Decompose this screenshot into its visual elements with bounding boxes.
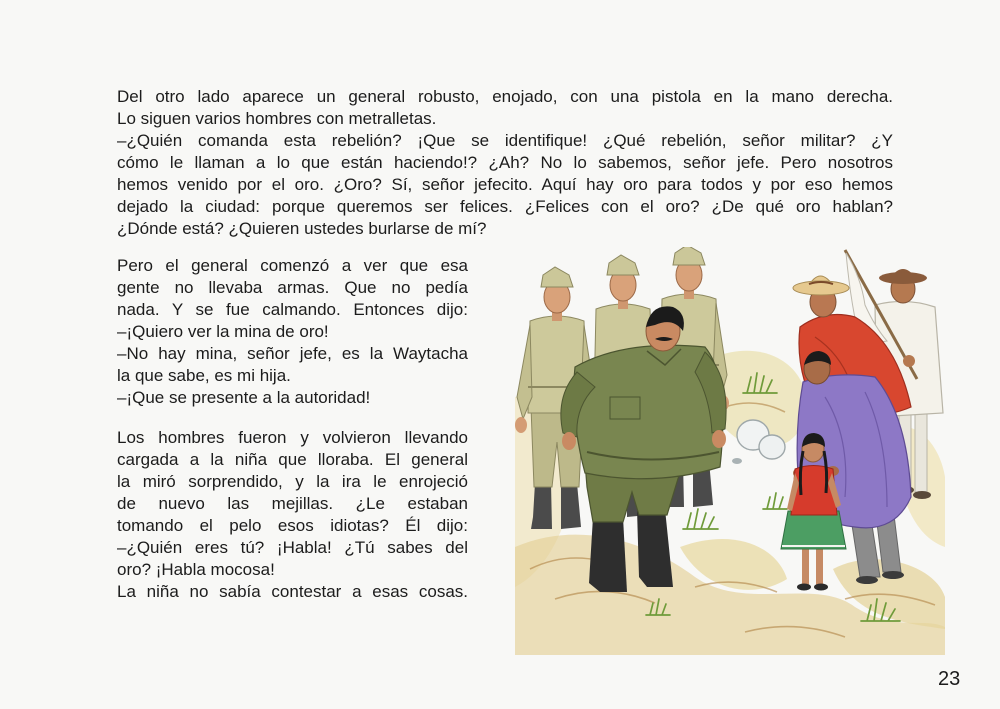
paragraph-line: –No hay mina, señor jefe, es la Waytacha bbox=[117, 344, 468, 363]
paragraph-line: –¡Quiero ver la mina de oro! bbox=[117, 322, 329, 341]
paragraph-line: Los hombres fueron y volvieron llevando bbox=[117, 428, 468, 447]
paragraph-line: nada. Y se fue calmando. Entonces dijo: bbox=[117, 300, 468, 319]
intro-line: Lo siguen varios hombres con metralletas. bbox=[117, 109, 437, 128]
paragraph-line: oro? ¡Habla mocosa! bbox=[117, 560, 275, 579]
paragraph-line: cargada a la niña que lloraba. El general bbox=[117, 450, 468, 469]
paragraph-line: la miró sorprendido, y la ira le enrojeció bbox=[117, 472, 468, 491]
intro-line: ¿Dónde está? ¿Quieren ustedes burlarse de mí? bbox=[117, 219, 487, 238]
intro-paragraph bbox=[117, 86, 893, 240]
intro-line: cómo le llaman a lo que están haciendo!? ¿Ah? No lo sabemos, señor jefe. Pero nosotros bbox=[117, 153, 893, 172]
intro-line: hemos venido por el oro. ¿Oro? Sí, señor jefecito. Aquí hay oro para todos y por eso hemos bbox=[117, 175, 893, 194]
paragraph-line: La niña no sabía contestar a esas cosas. bbox=[117, 582, 468, 601]
paragraph-line: de nuevo las mejillas. ¿Le estaban bbox=[117, 494, 468, 513]
intro-line: –¿Quién comanda esta rebelión? ¡Que se identifique! ¿Qué rebelión, señor militar? ¿Y bbox=[117, 131, 893, 150]
story-paragraph-2 bbox=[117, 427, 468, 603]
paragraph-line: –¿Quién eres tú? ¡Habla! ¿Tú sabes del bbox=[117, 538, 468, 557]
intro-line: Del otro lado aparece un general robusto, enojado, con una pistola en la mano derecha. bbox=[117, 87, 893, 106]
paragraph-line: gente no llevaba armas. Que no pedía bbox=[117, 278, 468, 297]
paragraph-line: –¡Que se presente a la autoridad! bbox=[117, 388, 371, 407]
illustration bbox=[515, 247, 945, 655]
paragraph-line: tomando el pelo esos idiotas? Él dijo: bbox=[117, 516, 468, 535]
story-paragraph-1 bbox=[117, 255, 468, 409]
paragraph-line: Pero el general comenzó a ver que esa bbox=[117, 256, 468, 275]
paragraph-line: la que sabe, es mi hija. bbox=[117, 366, 291, 385]
page-number: 23 bbox=[938, 668, 961, 690]
intro-line: dejado la ciudad: porque queremos ser felices. ¿Felices con el oro? ¿De qué oro hablan? bbox=[117, 197, 893, 216]
